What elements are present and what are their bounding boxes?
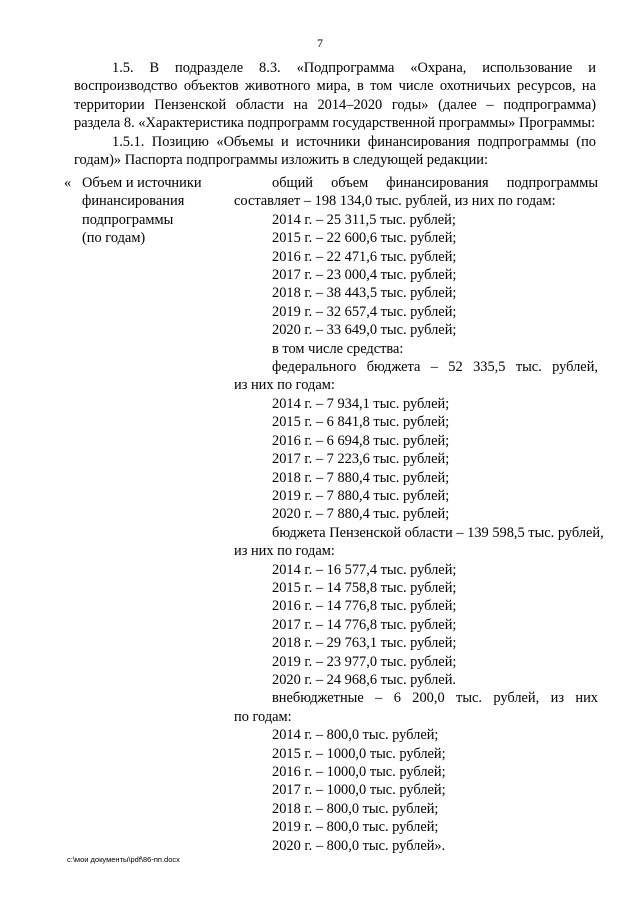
total-funding-line: общий объем финансирования подпрограммы xyxy=(272,175,598,191)
total-year-item: 2014 г. – 25 311,5 тыс. рублей; xyxy=(272,211,456,228)
regional-year-item: 2019 г. – 23 977,0 тыс. рублей; xyxy=(272,653,457,670)
regional-year-item: 2014 г. – 16 577,4 тыс. рублей; xyxy=(272,561,457,578)
federal-year-item: 2017 г. – 7 223,6 тыс. рублей; xyxy=(272,451,450,468)
regional-year-item: 2020 г. – 24 968,6 тыс. рублей. xyxy=(272,671,456,688)
funding-label-column xyxy=(82,174,222,248)
extra-budget-line: по годам: xyxy=(234,708,292,725)
regional-budget-line: бюджета Пензенской области – 139 598,5 тыс. рублей, xyxy=(272,524,604,541)
total-year-item: 2020 г. – 33 649,0 тыс. рублей; xyxy=(272,322,457,339)
extra-budget-line: внебюджетные – 6 200,0 тыс. рублей, из них xyxy=(272,690,598,707)
federal-year-item: 2018 г. – 7 880,4 тыс. рублей; xyxy=(272,469,450,486)
extra-year-item: 2020 г. – 800,0 тыс. рублей». xyxy=(272,837,446,854)
total-funding-line: составляет – 198 134,0 тыс. рублей, из них по годам: xyxy=(234,193,556,210)
extra-year-item: 2019 г. – 800,0 тыс. рублей; xyxy=(272,819,439,836)
file-path-footer: c:\мои документы\pdf\86-пп.docx xyxy=(67,855,180,864)
including-funds-line: в том числе средства: xyxy=(272,340,404,357)
extra-year-item: 2014 г. – 800,0 тыс. рублей; xyxy=(272,727,439,744)
regional-budget-line: из них по годам: xyxy=(234,543,335,560)
funding-label-line: (по годам) xyxy=(82,230,146,247)
extra-year-item: 2017 г. – 1000,0 тыс. рублей; xyxy=(272,782,446,799)
federal-budget-line: из них по годам: xyxy=(234,377,335,394)
total-year-item: 2016 г. – 22 471,6 тыс. рублей; xyxy=(272,248,457,265)
extra-year-item: 2016 г. – 1000,0 тыс. рублей; xyxy=(272,764,446,780)
opening-quote: « xyxy=(64,175,72,191)
federal-year-item: 2019 г. – 7 880,4 тыс. рублей; xyxy=(272,487,450,504)
funding-label-line: подпрограммы xyxy=(82,211,174,228)
intro-paragraph-1: 1.5. В подразделе 8.3. «Подпрограмма «Охрана, использование и воспроизводство объектов животного мира, в том числе охотничьих ресурсов, на территории Пензенской области на 2014–2020 годы» (далее – подпрограмма) раздела 8. «Характеристика подпрограмм государственной программы» Программы: xyxy=(74,60,596,132)
regional-year-item: 2015 г. – 14 758,8 тыс. рублей; xyxy=(272,579,457,596)
federal-year-item: 2016 г. – 6 694,8 тыс. рублей; xyxy=(272,432,450,449)
funding-label-line: финансирования xyxy=(82,193,185,210)
federal-year-item: 2020 г. – 7 880,4 тыс. рублей; xyxy=(272,506,450,523)
intro-text xyxy=(74,59,596,169)
regional-year-item: 2018 г. – 29 763,1 тыс. рублей; xyxy=(272,635,457,652)
regional-year-item: 2016 г. – 14 776,8 тыс. рублей; xyxy=(272,598,457,615)
total-year-item: 2017 г. – 23 000,4 тыс. рублей; xyxy=(272,267,457,284)
page-number: 7 xyxy=(317,36,323,50)
extra-year-item: 2018 г. – 800,0 тыс. рублей; xyxy=(272,800,439,817)
federal-year-item: 2014 г. – 7 934,1 тыс. рублей; xyxy=(272,395,450,412)
funding-value-column xyxy=(234,174,604,855)
federal-budget-line: федерального бюджета – 52 335,5 тыс. рублей, xyxy=(272,359,598,376)
extra-year-item: 2015 г. – 1000,0 тыс. рублей; xyxy=(272,745,446,762)
regional-year-item: 2017 г. – 14 776,8 тыс. рублей; xyxy=(272,616,457,633)
intro-paragraph-2: 1.5.1. Позицию «Объемы и источники финансирования подпрограммы (по годам)» Паспорта подпрограммы изложить в следующей редакции: xyxy=(74,133,596,169)
federal-year-item: 2015 г. – 6 841,8 тыс. рублей; xyxy=(272,414,450,431)
total-year-item: 2015 г. – 22 600,6 тыс. рублей; xyxy=(272,230,457,247)
funding-label-line: Объем и источники xyxy=(82,175,202,191)
total-year-item: 2018 г. – 38 443,5 тыс. рублей; xyxy=(272,285,457,302)
total-year-item: 2019 г. – 32 657,4 тыс. рублей; xyxy=(272,303,457,320)
